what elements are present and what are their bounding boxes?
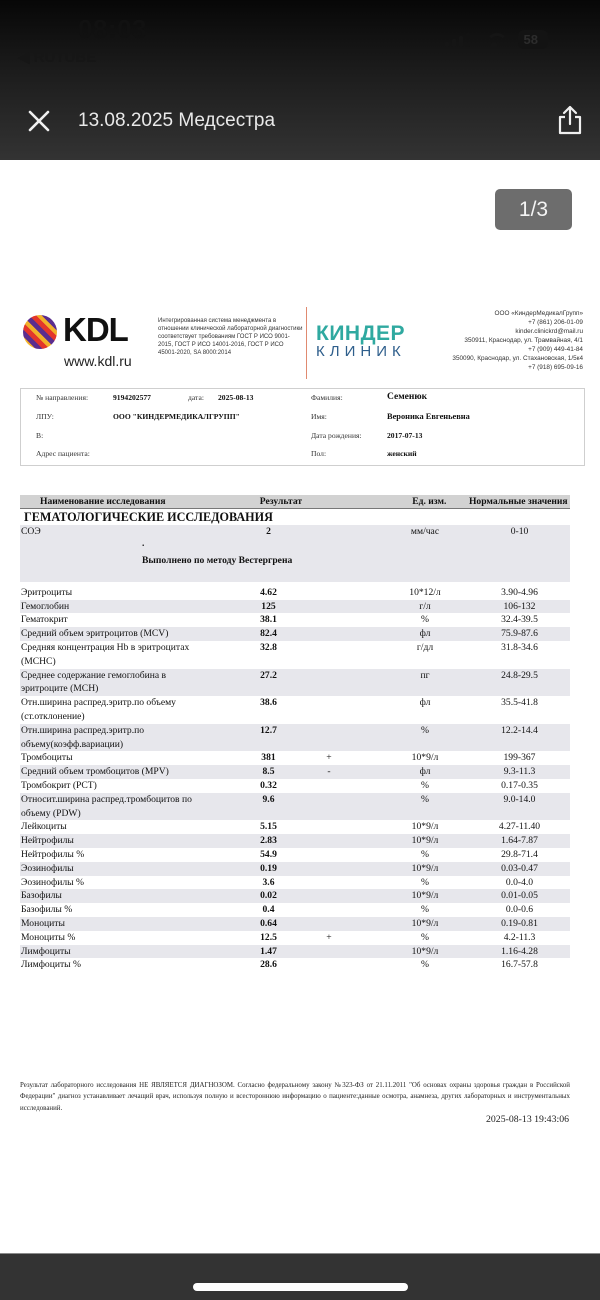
name-value: Вероника Евгеньевна <box>387 412 470 421</box>
table-row <box>20 669 570 697</box>
row-unit: 10*12/л <box>409 586 441 598</box>
note-text: Выполнено по методу Вестергрена <box>142 554 293 566</box>
table-row <box>20 696 570 724</box>
row-normal: 1.16-4.28 <box>501 945 538 957</box>
dob-label: Дата рождения: <box>311 431 362 440</box>
row-normal: 35.5-41.8 <box>501 697 538 709</box>
contact-line: kinder.clinickrd@mail.ru <box>515 328 583 335</box>
row-unit: % <box>421 793 429 805</box>
row-name: Моноциты % <box>21 931 76 943</box>
row-normal: 0.0-4.0 <box>505 876 534 888</box>
contact-line: +7 (861) 206-01-09 <box>528 319 583 326</box>
row-flag: + <box>326 931 332 943</box>
row-result: 54.9 <box>260 848 277 860</box>
table-row <box>20 765 570 779</box>
row-result: 82.4 <box>260 628 277 640</box>
row-result: 38.1 <box>260 614 277 626</box>
row-name: Лимфоциты <box>21 945 71 957</box>
row-normal: 0.17-0.35 <box>501 779 538 791</box>
table-row <box>20 903 570 917</box>
row-unit: 10*9/л <box>411 945 439 957</box>
row-unit: фл <box>419 697 431 709</box>
document-title: 13.08.2025 Медсестра <box>78 110 276 131</box>
lab-report-document <box>0 295 600 1125</box>
table-row <box>20 917 570 931</box>
row-result: 125 <box>261 600 276 612</box>
contact-line: ООО «КиндерМедикалГрупп» <box>494 310 583 317</box>
row-result: 12.7 <box>260 724 277 736</box>
row-normal: 106-132 <box>503 600 536 612</box>
row-unit: 10*9/л <box>411 862 439 874</box>
referral-value: 9194202577 <box>113 393 151 402</box>
row-name: Нейтрофилы <box>21 835 74 847</box>
table-row <box>20 600 570 614</box>
contact-line: +7 (918) 695-09-16 <box>528 364 583 371</box>
row-normal: 16.7-57.8 <box>501 959 538 971</box>
row-unit: % <box>421 614 429 626</box>
row-unit: % <box>421 959 429 971</box>
close-icon <box>26 108 52 134</box>
row-name: Базофилы % <box>21 904 73 916</box>
wifi-icon <box>484 33 504 47</box>
row-result: 2 <box>266 526 271 537</box>
row-result: 381 <box>261 752 276 764</box>
row-unit: 10*9/л <box>411 890 439 902</box>
kinder-logo-top: КИНДЕР <box>316 322 406 345</box>
row-name: Эозинофилы % <box>21 876 84 888</box>
row-unit: фл <box>419 628 431 640</box>
row-unit: % <box>421 876 429 888</box>
battery-icon: 58 <box>518 30 548 49</box>
row-normal: 9.0-14.0 <box>503 793 536 805</box>
row-normal: 31.8-34.6 <box>501 641 538 653</box>
row-name: Эозинофилы <box>21 862 74 874</box>
section-title: ГЕМАТОЛОГИЧЕСКИЕ ИССЛЕДОВАНИЯ <box>24 510 273 524</box>
row-normal: 29.8-71.4 <box>501 848 538 860</box>
table-row <box>20 751 570 765</box>
kdl-certification-text: Интегрированная система менеджмента в отношении клинической лабораторной диагностики соответствует требованиям ГОСТ Р ИСО 9001-2015, ГОСТ Р ИСО 14001-2016, ГОСТ Р ИСО 45001-2020, SA 8000:2014 <box>158 318 303 356</box>
bottom-bar <box>0 1253 600 1300</box>
table-row <box>20 724 570 752</box>
row-name: Эритроциты <box>21 586 73 598</box>
report-header <box>0 295 600 385</box>
share-button[interactable] <box>556 104 584 136</box>
row-normal: 9.3-11.3 <box>503 766 536 778</box>
table-row <box>20 848 570 862</box>
contact-line: +7 (909) 449-41-84 <box>528 346 583 353</box>
row-flag: + <box>326 752 332 764</box>
sex-label: Пол: <box>311 449 327 458</box>
results-table <box>20 495 570 972</box>
disclaimer: Результат лабораторного исследования НЕ ЯВЛЯЕТСЯ ДИАГНОЗОМ. Согласно федеральному закону №323-ФЗ от 21.11.2011 "Об основах охраны здоровья граждан в Российской Федерации" диагноз устанавливает лечащий врач, используя полную и всестороннюю информацию о пациенте:данные осмотра, анамнеза, других лабораторных и инструментальных исследований. <box>20 1082 570 1112</box>
row-unit: % <box>421 904 429 916</box>
row-result: 0.19 <box>260 862 277 874</box>
row-result: 5.15 <box>260 821 277 833</box>
page-indicator: 1/3 <box>495 189 572 230</box>
clinic-contacts <box>452 309 583 372</box>
row-result: 9.6 <box>262 793 275 805</box>
row-name: Средний объем тромбоцитов (MPV) <box>21 766 169 778</box>
row-result: 32.8 <box>260 641 277 653</box>
row-unit: 10*9/л <box>411 821 439 833</box>
table-row <box>20 958 570 972</box>
row-normal: 0.19-0.81 <box>501 917 538 929</box>
row-unit: % <box>421 724 429 736</box>
close-button[interactable] <box>26 108 52 134</box>
esr-method-note <box>20 539 570 582</box>
table-row <box>20 641 570 669</box>
row-result: 0.02 <box>260 890 277 902</box>
row-name: Тромбокрит (PCT) <box>21 779 97 791</box>
row-name: Средняя концентрация Hb в эритроцитах (MCHC) <box>21 641 190 667</box>
lpu-value: ООО "КИНДЕРМЕДИКАЛГРУПП" <box>113 412 240 421</box>
table-row <box>20 779 570 793</box>
table-row <box>20 820 570 834</box>
table-row <box>20 931 570 945</box>
lpu-label: ЛПУ: <box>36 412 54 421</box>
address-label: Адрес пациента: <box>36 449 90 458</box>
row-unit: г/л <box>419 600 431 612</box>
kdl-logo-text: KDL <box>63 311 128 348</box>
row-normal: 32.4-39.5 <box>501 614 538 626</box>
printed-timestamp: 2025-08-13 19:43:06 <box>486 1114 569 1125</box>
row-unit: % <box>421 779 429 791</box>
row-normal: 3.90-4.96 <box>501 586 538 598</box>
row-name: Лейкоциты <box>21 821 67 833</box>
header-name: Наименование исследования <box>40 496 166 507</box>
row-unit: г/дл <box>416 641 434 653</box>
table-row <box>20 834 570 848</box>
home-indicator[interactable] <box>193 1283 408 1291</box>
row-name: Лимфоциты % <box>21 959 82 971</box>
row-unit: 10*9/л <box>411 752 439 764</box>
row-unit: мм/час <box>410 526 440 537</box>
table-row <box>20 613 570 627</box>
name-label: Имя: <box>311 412 327 421</box>
surname-value: Семенюк <box>387 392 428 402</box>
table-row <box>20 793 570 821</box>
row-result: 38.6 <box>260 697 277 709</box>
table-row <box>20 862 570 876</box>
sex-value: женский <box>387 449 417 458</box>
share-icon <box>556 104 584 136</box>
row-normal: 1.64-7.87 <box>501 835 538 847</box>
table-row <box>20 586 570 600</box>
date-label: дата: <box>188 393 204 402</box>
header-divider <box>306 307 307 379</box>
row-normal: 0.03-0.47 <box>501 862 538 874</box>
v-label: В: <box>36 431 44 440</box>
row-unit: % <box>421 848 429 860</box>
table-header <box>20 495 570 509</box>
row-name: Средний объем эритроцитов (MCV) <box>21 628 169 640</box>
kinder-logo-bottom: КЛИНИК <box>316 343 406 360</box>
row-unit: % <box>421 931 429 943</box>
row-result: 2.83 <box>260 835 277 847</box>
row-result: 0.4 <box>262 904 275 916</box>
row-name: Среднее содержание гемоглобина в эритроците (MCH) <box>21 669 167 695</box>
contact-line: 350911, Краснодар, ул. Трамвайная, 4/1 <box>464 337 583 344</box>
row-name: Отн.ширина распред.эритр.по объему(коэфф.вариации) <box>21 724 145 750</box>
back-to-app-link[interactable]: ◀ RUTUBE <box>18 49 97 66</box>
row-unit: пг <box>420 669 430 681</box>
row-unit: 10*9/л <box>411 835 439 847</box>
row-name: Относит.ширина распред.тромбоцитов по объему (PDW) <box>21 793 192 819</box>
patient-info-box <box>20 388 585 466</box>
row-name: Тромбоциты <box>21 752 73 764</box>
row-result: 8.5 <box>262 766 275 778</box>
row-result: 1.47 <box>260 945 277 957</box>
row-name: Базофилы <box>21 890 62 902</box>
row-name: Отн.ширина распред.эритр.по объему (ст.отклонение) <box>21 697 176 722</box>
table-row <box>20 627 570 641</box>
row-normal: 4.27-11.40 <box>498 821 541 833</box>
row-normal: 0-10 <box>510 526 529 537</box>
row-name: Гематокрит <box>21 614 68 626</box>
table-row <box>20 889 570 903</box>
row-normal: 0.01-0.05 <box>501 890 538 902</box>
dob-value: 2017-07-13 <box>387 431 423 440</box>
row-result: 0.32 <box>260 779 277 791</box>
header-result: Результат <box>259 496 303 507</box>
row-unit: 10*9/л <box>411 917 439 929</box>
table-row <box>20 525 570 539</box>
row-name: СОЭ <box>21 526 41 537</box>
header-unit: Ед. изм. <box>412 496 447 507</box>
row-result: 4.62 <box>260 586 277 598</box>
row-flag: - <box>327 766 331 778</box>
row-name: Нейтрофилы % <box>21 848 85 860</box>
row-normal: 199-367 <box>503 752 536 764</box>
row-normal: 4.2-11.3 <box>503 931 536 943</box>
results-rows <box>20 586 570 972</box>
table-row <box>20 945 570 959</box>
row-name: Моноциты <box>21 917 65 929</box>
row-normal: 24.8-29.5 <box>501 669 538 681</box>
row-unit: фл <box>419 766 431 778</box>
referral-label: № направления: <box>36 393 89 402</box>
top-bar <box>0 0 600 160</box>
table-row <box>20 876 570 890</box>
kdl-url: www.kdl.ru <box>64 353 132 369</box>
signal-icon <box>445 33 470 47</box>
contact-line: 350090, Краснодар, ул. Стахановская, 1/5к4 <box>452 355 583 362</box>
status-icons <box>445 30 548 49</box>
row-normal: 0.0-0.6 <box>505 904 534 916</box>
row-result: 3.6 <box>262 876 275 888</box>
header-normal: Нормальные значения <box>468 496 568 507</box>
row-result: 0.64 <box>260 917 277 929</box>
date-value: 2025-08-13 <box>218 393 254 402</box>
row-result: 12.5 <box>260 931 277 943</box>
surname-label: Фамилия: <box>311 393 343 402</box>
row-name: Гемоглобин <box>21 600 70 612</box>
row-result: 28.6 <box>260 959 277 971</box>
row-normal: 12.2-14.4 <box>501 724 538 736</box>
row-normal: 75.9-87.6 <box>501 628 538 640</box>
kdl-logo-icon <box>23 315 57 349</box>
status-time: 08:03 <box>78 14 147 44</box>
row-result: 27.2 <box>260 669 277 681</box>
note-dot: . <box>142 537 145 549</box>
